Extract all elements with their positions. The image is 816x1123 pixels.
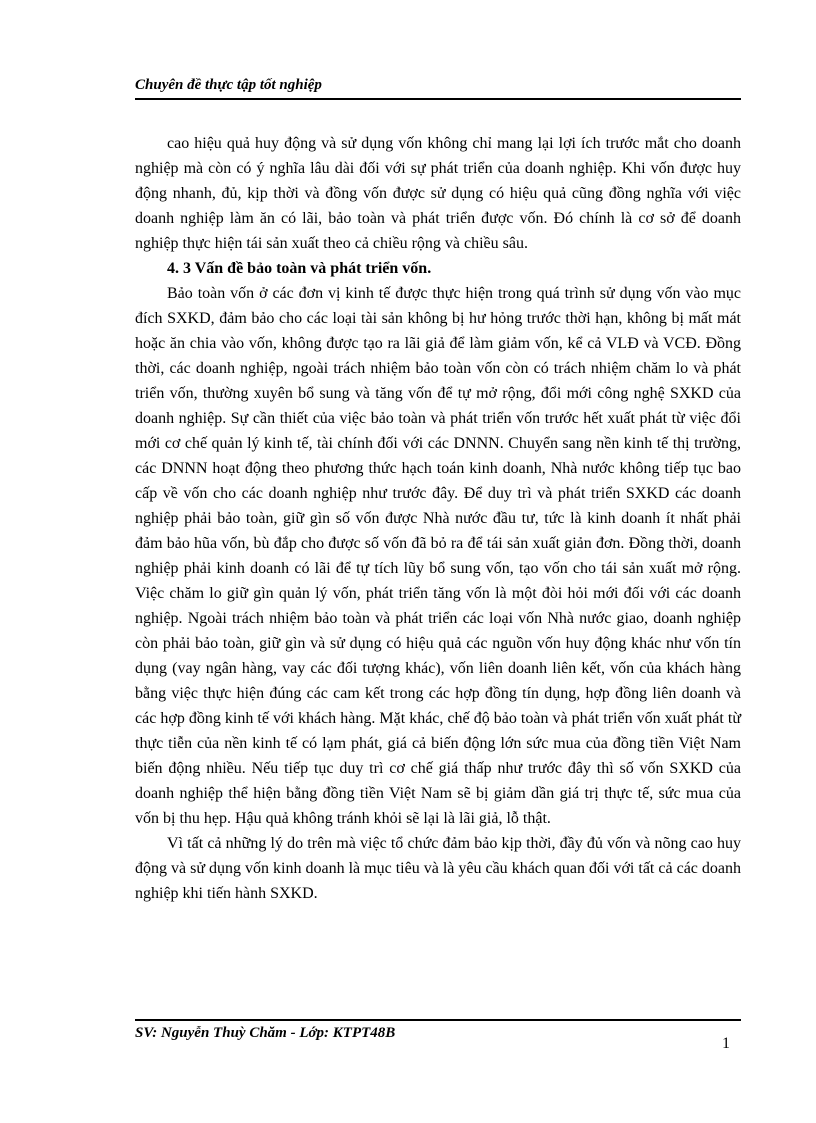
page-header xyxy=(135,76,741,100)
document-body xyxy=(135,131,741,906)
section-heading: 4. 3 Vấn đề bảo toàn và phát triển vốn. xyxy=(167,260,432,277)
header-title: Chuyên đề thực tập tốt nghiệp xyxy=(135,77,322,93)
paragraph-1: cao hiệu quả huy động và sử dụng vốn không chỉ mang lại lợi ích trước mắt cho doanh nghiệp mà còn có ý nghĩa lâu dài đối với sự phát triển của doanh nghiệp. Khi vốn được huy động nhanh, đủ, kịp thời và đồng vốn được sử dụng có hiệu quả cũng đồng nghĩa với việc doanh nghiệp làm ăn có lãi, bảo toàn và phát triển được vốn. Đó chính là cơ sở để doanh nghiệp thực hiện tái sản xuất theo cả chiều rộng và chiều sâu. xyxy=(135,135,741,252)
footer-divider xyxy=(135,1019,741,1021)
paragraph-2: Bảo toàn vốn ở các đơn vị kinh tế được thực hiện trong quá trình sử dụng vốn vào mục đích SXKD, đảm bảo cho các loại tài sản không bị hư hỏng trước thời hạn, không bị mất mát hoặc ăn chia vào vốn, không được tạo ra lãi giả để làm giảm vốn, kể cả VLĐ và VCĐ. Đồng thời, các doanh nghiệp, ngoài trách nhiệm bảo toàn vốn còn có trách nhiệm chăm lo và phát triển vốn, thường xuyên bổ sung và tăng vốn để tự mở rộng, đổi mới công nghệ SXKD của doanh nghiệp. Sự cần thiết của việc bảo toàn và phát triển vốn trước hết xuất phát từ việc đổi mới cơ chế quản lý kinh tế, tài chính đối với các DNNN. Chuyển sang nền kinh tế thị trường, các DNNN hoạt động theo phương thức hạch toán kinh doanh, Nhà nước không tiếp tục bao cấp về vốn cho các doanh nghiệp như trước đây. Để duy trì và phát triển SXKD các doanh nghiệp phải bảo toàn, giữ gìn số vốn được Nhà nước đầu tư, tức là kinh doanh ít nhất phải đảm bảo hũa vốn, bù đắp cho được số vốn đã bỏ ra để tái sản xuất giản đơn. Đồng thời, doanh nghiệp phải kinh doanh có lãi để tự tích lũy bổ sung vốn, tạo vốn cho tái sản xuất mở rộng. Việc chăm lo giữ gìn quản lý vốn, phát triển tăng vốn là một đòi hỏi mới đối với các doanh nghiệp. Ngoài trách nhiệm bảo toàn và phát triển các loại vốn Nhà nước giao, doanh nghiệp còn phải bảo toàn, giữ gìn và sử dụng có hiệu quả các nguồn vốn huy động khác như vốn tín dụng (vay ngân hàng, vay các đối tượng khác), vốn liên doanh liên kết, vốn của khách hàng bằng việc thực hiện đúng các cam kết trong các hợp đồng tín dụng, hợp đồng liên doanh và các hợp đồng kinh tế với khách hàng. Mặt khác, chế độ bảo toàn và phát triển vốn xuất phát từ thực tiễn của nền kinh tế có lạm phát, giá cả biến động lớn sức mua của đồng tiền Việt Nam biến động nhiều. Nếu tiếp tục duy trì cơ chế giá thấp như trước đây thì số vốn SXKD của doanh nghiệp thể hiện bằng đồng tiền Việt Nam sẽ bị giảm dần giá trị thực tế, sức mua của vốn bị thu hẹp. Hậu quả không tránh khỏi sẽ lại là lãi giả, lỗ thật. xyxy=(135,285,741,827)
paragraph-3: Vì tất cả những lý do trên mà việc tổ chức đảm bảo kịp thời, đầy đủ vốn và nõng cao huy động và sử dụng vốn kinh doanh là mục tiêu và là yêu cầu khách quan đối với tất cả các doanh nghiệp khi tiến hành SXKD. xyxy=(135,835,741,902)
page-number: 1 xyxy=(722,1035,730,1052)
footer-author-class: SV: Nguyễn Thuỳ Chăm - Lớp: KTPT48B xyxy=(135,1025,396,1041)
